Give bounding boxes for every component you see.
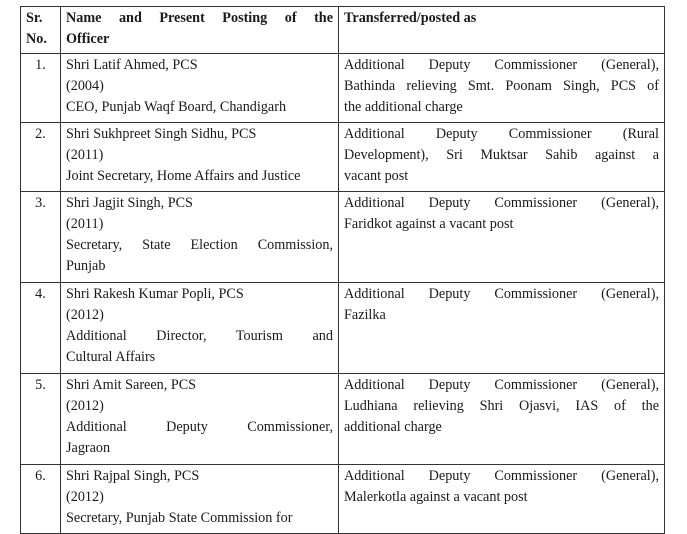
present-posting [66,508,333,529]
present-posting-line: Secretary, State Election Commission, [66,237,333,253]
posted-as-line: Faridkot against a vacant post [344,216,514,232]
posted-as-line: Additional Deputy Commissioner (General), [344,286,659,302]
header-name-posting [61,7,339,54]
table-row [21,192,665,283]
table-row [21,123,665,192]
sr-number: 2. [21,123,61,192]
officer-cell [61,283,339,374]
present-posting-line: Cultural Affairs [66,349,156,365]
present-posting [66,166,333,187]
posted-as-line: Additional Deputy Commissioner (General), [344,195,659,211]
posted-as-cell [339,465,665,534]
posted-as-cell [339,123,665,192]
officer-cell [61,192,339,283]
header-transferred-posted: Transferred/posted as [339,7,665,54]
officer-cell [61,465,339,534]
posted-as-cell [339,54,665,123]
present-posting-line: CEO, Punjab Waqf Board, Chandigarh [66,99,287,115]
officer-name: Shri Rakesh Kumar Popli, PCS [66,286,244,302]
header-name-line-2: Officer [66,31,110,47]
posted-as-line: Malerkotla against a vacant post [344,489,528,505]
sr-number: 5. [21,374,61,465]
officer-name: Shri Latif Ahmed, PCS [66,57,198,73]
table-row [21,283,665,374]
present-posting-line: Additional Director, Tourism and [66,328,333,344]
officer-batch: (2012) [66,489,104,505]
posted-as-cell [339,374,665,465]
posted-as-line: Additional Deputy Commissioner (Rural [344,126,659,142]
table-row [21,54,665,123]
sr-number: 3. [21,192,61,283]
sr-number: 6. [21,465,61,534]
officer-batch: (2012) [66,398,104,414]
posted-as-line: vacant post [344,168,409,184]
posted-as-line: the additional charge [344,99,463,115]
sr-number: 4. [21,283,61,374]
posted-as-line: Additional Deputy Commissioner (General), [344,377,659,393]
posted-as-line: Bathinda relieving Smt. Poonam Singh, PCS of [344,78,659,94]
header-sr-line-1: Sr. [26,10,43,26]
officer-name: Shri Jagjit Singh, PCS [66,195,193,211]
posted-as-line: Additional Deputy Commissioner (General), [344,57,659,73]
officer-batch: (2011) [66,216,104,232]
table-row [21,465,665,534]
officer-batch: (2004) [66,78,104,94]
document-page [20,6,664,534]
posted-as-line: Fazilka [344,307,386,323]
present-posting [66,97,333,118]
present-posting-line: Secretary, Punjab State Commission for [66,510,293,526]
officer-batch: (2011) [66,147,104,163]
officer-batch: (2012) [66,307,104,323]
officer-name: Shri Amit Sareen, PCS [66,377,197,393]
present-posting-line: Joint Secretary, Home Affairs and Justice [66,168,301,184]
posted-as-cell [339,283,665,374]
posted-as-line: additional charge [344,419,442,435]
present-posting [66,417,333,459]
present-posting [66,326,333,368]
transfer-table [20,6,665,534]
officer-cell [61,374,339,465]
header-name-line-1: Name and Present Posting of the [66,10,333,26]
header-sr-line-2: No. [26,31,47,47]
table-header-row [21,7,665,54]
present-posting [66,235,333,277]
officer-name: Shri Rajpal Singh, PCS [66,468,200,484]
present-posting-line: Additional Deputy Commissioner, [66,419,333,435]
posted-as-line: Ludhiana relieving Shri Ojasvi, IAS of the [344,398,659,414]
posted-as-line: Development), Sri Muktsar Sahib against a [344,147,659,163]
officer-cell [61,54,339,123]
sr-number: 1. [21,54,61,123]
present-posting-line: Jagraon [66,440,111,456]
officer-cell [61,123,339,192]
posted-as-cell [339,192,665,283]
officer-name: Shri Sukhpreet Singh Sidhu, PCS [66,126,257,142]
table-row [21,374,665,465]
posted-as-line: Additional Deputy Commissioner (General), [344,468,659,484]
present-posting-line: Punjab [66,258,106,274]
header-sr-no [21,7,61,54]
